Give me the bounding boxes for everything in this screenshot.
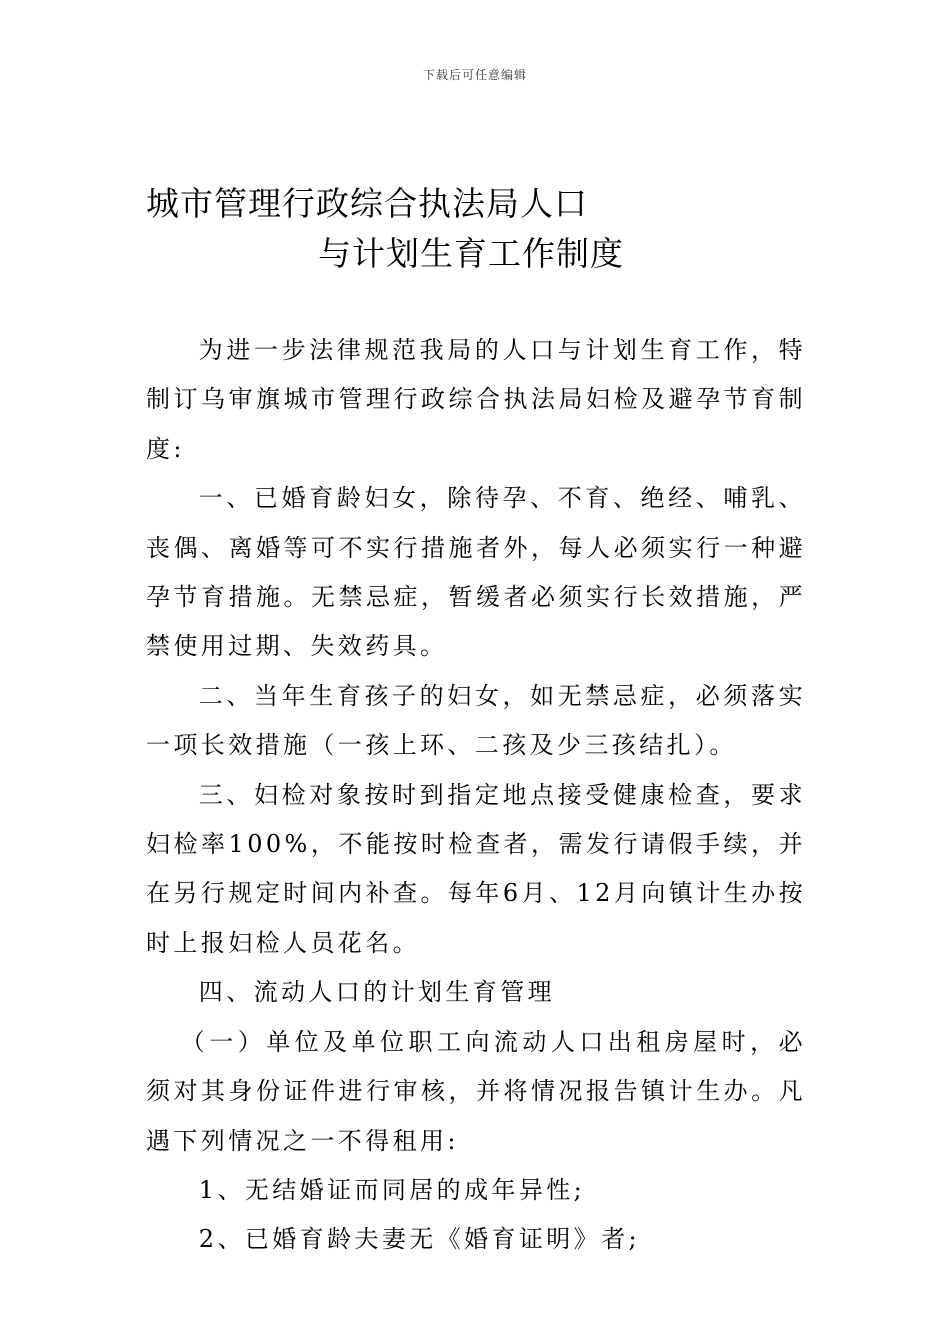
list-item-2: 2、已婚育龄夫妻无《婚育证明》者;	[198, 1225, 640, 1254]
paragraph-item-2: 二、当年生育孩子的妇女，如无禁忌症，必须落实一项长效措施（一孩上环、二孩及少三孩结扎）。	[146, 681, 806, 760]
paragraph-item-1: 一、已婚育龄妇女，除待孕、不育、绝经、哺乳、丧偶、离婚等可不实行措施者外，每人必须实行一种避孕节育措施。无禁忌症，暂缓者必须实行长效措施，严禁使用过期、失效药具。	[146, 484, 806, 661]
document-title-line-1: 城市管理行政综合执法局人口	[146, 184, 588, 223]
document-body	[146, 326, 806, 1265]
paragraph-intro: 为进一步法律规范我局的人口与计划生育工作，特制订乌审旗城市管理行政综合执法局妇检及避孕节育制度:	[146, 336, 806, 463]
paragraph-item-3: 三、妇检对象按时到指定地点接受健康检查，要求妇检率100%，不能按时检查者，需发行请假手续，并在另行规定时间内补查。每年6月、12月向镇计生办按时上报妇检人员花名。	[146, 780, 806, 957]
header-note: 下载后可任意编辑	[422, 68, 527, 82]
paragraph-item-4-1: （一）单位及单位职工向流动人口出租房屋时，必须对其身份证件进行审核，并将情况报告镇计生办。凡遇下列情况之一不得租用:	[146, 1027, 806, 1155]
list-item-1: 1、无结婚证而同居的成年异性;	[198, 1175, 586, 1204]
paragraph-item-4-heading: 四、流动人口的计划生育管理	[198, 978, 555, 1007]
document-title-line-2: 与计划生育工作制度	[318, 234, 624, 273]
